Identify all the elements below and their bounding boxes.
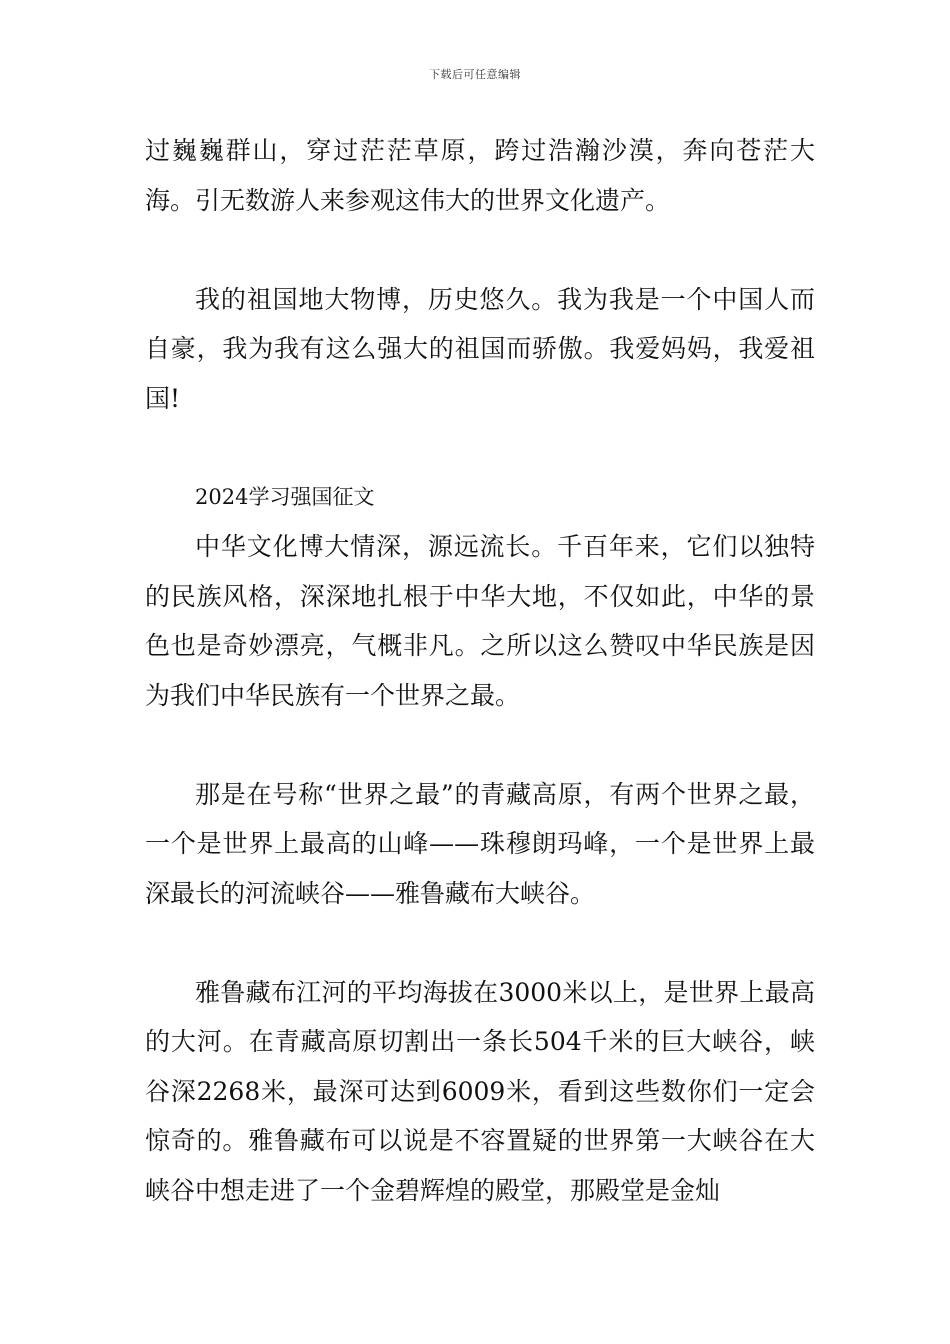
paragraph-tibetan-plateau: 那是在号称“世界之最”的青藏高原，有两个世界之最，一个是世界上最高的山峰——珠穆朗玛峰，一个是世界上最深最长的河流峡谷——雅鲁藏布大峡谷。 — [145, 779, 815, 908]
paragraph-gap — [145, 225, 815, 275]
paragraph-gap — [145, 918, 815, 968]
paragraph-chinese-culture: 中华文化博大情深，源远流长。千百年来，它们以独特的民族风格，深深地扎根于中华大地，不仅如此，中华的景色也是奇妙漂亮，气概非凡。之所以这么赞叹中华民族是因为我们中华民族有一个世界之最。 — [145, 532, 815, 710]
paragraph-gap — [145, 720, 815, 770]
paragraph-yarlung-tsangpo: 雅鲁藏布江河的平均海拔在3000米以上，是世界上最高的大河。在青藏高原切割出一条长504千米的巨大峡谷，峡谷深2268米，最深可达到6009米，看到这些数你们一定会惊奇的。雅鲁藏布可以说是不容置疑的世界第一大峡谷在大峡谷中想走进了一个金碧辉煌的殿堂，那殿堂是金灿 — [145, 977, 815, 1205]
document-body — [145, 126, 815, 1215]
essay-title: 2024学习强国征文 — [195, 484, 375, 509]
paragraph-continuation: 过巍巍群山，穿过茫茫草原，跨过浩瀚沙漠，奔向苍茫大海。引无数游人来参观这伟大的世界文化遗产。 — [145, 136, 815, 215]
paragraph-motherland: 我的祖国地大物博，历史悠久。我为我是一个中国人而自豪，我为我有这么强大的祖国而骄傲。我爱妈妈，我爱祖国! — [145, 284, 815, 413]
page-header: 下载后可任意编辑 — [429, 68, 521, 81]
paragraph-gap — [145, 423, 815, 473]
